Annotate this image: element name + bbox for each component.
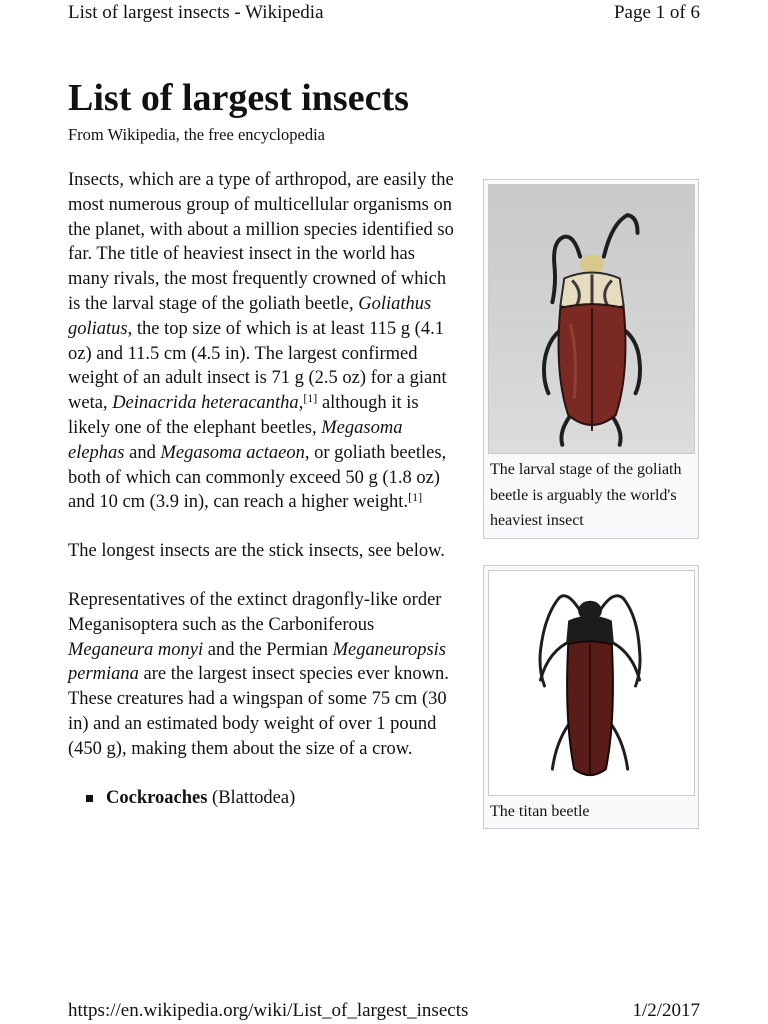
link-megasoma-elephas[interactable]: Megasoma elephas — [68, 417, 403, 463]
article-subtitle: From Wikipedia, the free encyclopedia — [68, 125, 325, 144]
insect-order-list — [68, 786, 460, 811]
figure-caption: The titan beetle — [490, 803, 590, 820]
article-title: List of largest insects — [68, 77, 409, 119]
figure-caption: The larval stage of the goliath beetle is arguably the world's heaviest insect — [490, 461, 682, 529]
intro-paragraph: Insects, which are a type of arthropod, are easily the most numerous group of multicellular organisms on the planet, with about a million species identified so far. The title of heaviest insect in the world has many rivals, the most frequently crowned of which is the larval stage of the goliath beetle, Goliathus goliatus, the top size of which is at least 115 g (4.1 oz) and 11.5 cm (4.5 in). The largest confirmed weight of an adult insect is 71 g (2.5 oz) for a giant weta, Deinacrida heteracantha,[1] although it is likely one of the elephant beetles, Megasoma elephas and Megasoma actaeon, or goliath beetles, both of which can commonly exceed 50 g (1.8 oz) and 10 cm (3.9 in), can reach a higher weight.[1] — [68, 170, 454, 513]
titan-beetle-photo-icon — [489, 571, 694, 795]
meganisoptera-paragraph: Representatives of the extinct dragonfly-like order Meganisoptera such as the Carboniferous Meganeura monyi and the Permian Meganeuropsis permiana are the largest insect species ever known. These creatures had a wingspan of some 75 cm (30 in) and an estimated body weight of over 1 pound (450 g), making them about the size of a crow. — [68, 589, 449, 759]
print-header-title: List of largest insects - Wikipedia — [68, 2, 324, 23]
titan-beetle-image[interactable] — [488, 570, 695, 796]
link-deinacrida-heteracantha[interactable]: Deinacrida heteracantha — [112, 393, 299, 414]
print-footer-date: 1/2/2017 — [632, 1000, 700, 1021]
link-meganeuropsis-permiana[interactable]: Meganeuropsis permiana — [68, 639, 446, 685]
titan-beetle-figure — [483, 565, 699, 829]
list-item: Cockroaches (Blattodea) — [68, 786, 460, 811]
list-item-cockroaches[interactable]: Cockroaches — [106, 787, 208, 808]
citation-ref-1b[interactable]: [1] — [408, 490, 423, 505]
goliath-beetle-photo-icon — [489, 185, 694, 453]
link-megasoma-actaeon[interactable]: Megasoma actaeon — [160, 442, 305, 463]
goliath-beetle-figure — [483, 179, 699, 539]
goliath-beetle-image[interactable] — [488, 184, 695, 454]
print-footer-url: https://en.wikipedia.org/wiki/List_of_largest_insects — [68, 1000, 469, 1021]
link-meganeura-monyi[interactable]: Meganeura monyi — [68, 639, 204, 660]
stick-insects-paragraph: The longest insects are the stick insects, see below. — [68, 541, 445, 562]
link-goliathus-goliatus[interactable]: Goliathus goliatus — [68, 293, 432, 339]
citation-ref-1[interactable]: [1] — [303, 391, 318, 406]
article-body — [68, 168, 460, 810]
print-page-number: Page 1 of 6 — [613, 2, 700, 23]
